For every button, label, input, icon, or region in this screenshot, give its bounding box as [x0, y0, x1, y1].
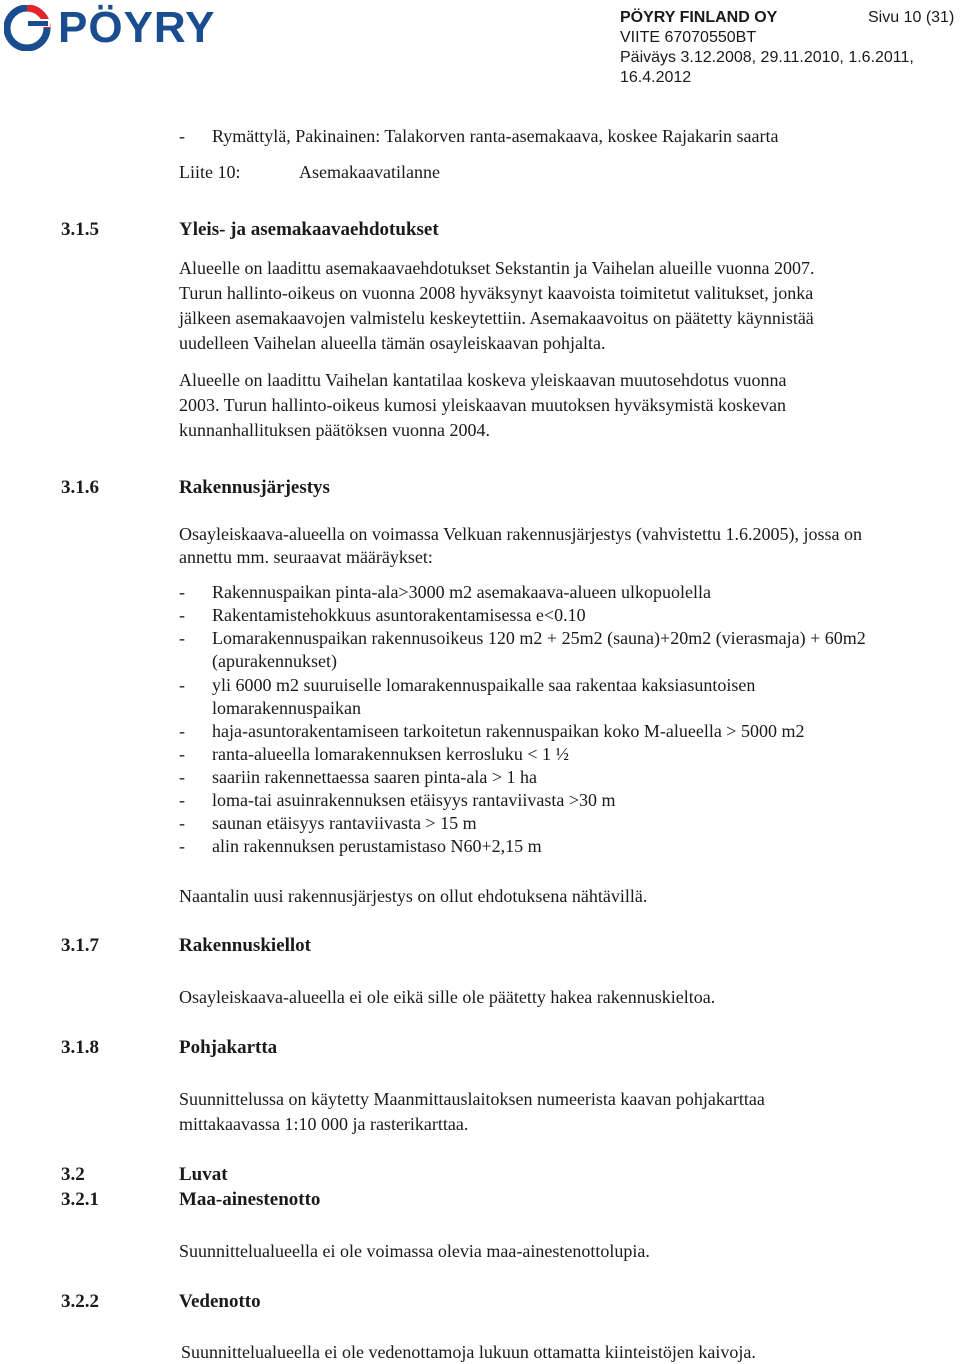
section-number-315: 3.1.5	[61, 219, 99, 240]
s315-p1-line: uudelleen Vaihelan alueella tämän osayleiskaavan pohjalta.	[179, 333, 606, 353]
list-item-dash: -	[179, 767, 185, 787]
s315-p2-line: 2003. Turun hallinto-oikeus kumosi yleiskaavan muutoksen hyväksymistä koskevan	[179, 395, 786, 415]
document-id: VIITE 67070550BT	[620, 29, 757, 46]
list-item-dash: -	[179, 605, 185, 625]
list-item-dash: -	[179, 628, 185, 648]
section-number-317: 3.1.7	[61, 935, 99, 956]
s315-p2-line: kunnanhallituksen päätöksen vuonna 2004.	[179, 420, 490, 440]
s315-p1-line: jälkeen asemakaavojen valmistelu keskeytettiin. Asemakaavoitus on päätetty käynnistää	[179, 308, 814, 328]
company-name: PÖYRY FINLAND OY	[620, 9, 778, 26]
intro-bullet-text: Rymättylä, Pakinainen: Talakorven ranta-asemakaava, koskee Rajakarin saarta	[212, 126, 779, 146]
section-number-316: 3.1.6	[61, 477, 99, 498]
section-title-318: Pohjakartta	[179, 1037, 278, 1058]
logo-text: PÖYRY	[58, 3, 216, 52]
list-item: ranta-alueella lomarakennuksen kerrosluku < 1 ½	[212, 744, 570, 764]
date-line-1: Päiväys 3.12.2008, 29.11.2010, 1.6.2011,	[620, 49, 914, 66]
section-number-318: 3.1.8	[61, 1037, 99, 1058]
s318-text-line: mittakaavassa 1:10 000 ja rasterikarttaa.	[179, 1114, 469, 1134]
list-item: Rakentamistehokkuus asuntorakentamisessa e<0.10	[212, 605, 586, 625]
list-item: alin rakennuksen perustamistaso N60+2,15 m	[212, 836, 542, 856]
section-title-315: Yleis- ja asemakaavaehdotukset	[179, 219, 439, 240]
poyry-logo	[4, 5, 215, 51]
section-title-321: Maa-ainestenotto	[179, 1189, 321, 1210]
section-number-32: 3.2	[61, 1164, 85, 1185]
s322-text: Suunnittelualueella ei ole vedenottamoja lukuun ottamatta kiinteistöjen kaivoja.	[181, 1342, 756, 1362]
list-item-dash: -	[179, 813, 185, 833]
s316-outro: Naantalin uusi rakennusjärjestys on ollut ehdotuksena nähtävillä.	[179, 886, 648, 906]
s318-text-line: Suunnittelussa on käytetty Maanmittauslaitoksen numeerista kaavan pohjakarttaa	[179, 1089, 765, 1109]
s315-p1-line: Turun hallinto-oikeus on vuonna 2008 hyväksynyt kaavoista toimitetut valitukset, jonka	[179, 283, 814, 303]
list-item: Rakennuspaikan pinta-ala>3000 m2 asemakaava-alueen ulkopuolella	[212, 582, 711, 602]
section-number-321: 3.2.1	[61, 1189, 99, 1210]
section-number-322: 3.2.2	[61, 1291, 99, 1312]
list-item: saariin rakennettaessa saaren pinta-ala > 1 ha	[212, 767, 537, 787]
list-item: loma-tai asuinrakennuksen etäisyys rantaviivasta >30 m	[212, 790, 616, 810]
s315-p1-line: Alueelle on laadittu asemakaavaehdotukset Sekstantin ja Vaihelan alueille vuonna 2007.	[179, 258, 815, 278]
section-title-317: Rakennuskiellot	[179, 935, 311, 956]
s315-p2-line: Alueelle on laadittu Vaihelan kantatilaa koskeva yleiskaavan muutosehdotus vuonna	[179, 370, 787, 390]
section-title-322: Vedenotto	[179, 1291, 261, 1312]
s317-text: Osayleiskaava-alueella ei ole eikä sille ole päätetty hakea rakennuskieltoa.	[179, 987, 716, 1007]
list-item: Lomarakennuspaikan rakennusoikeus 120 m2 + 25m2 (sauna)+20m2 (vierasmaja) + 60m2	[212, 628, 866, 648]
date-line-2: 16.4.2012	[620, 69, 692, 86]
intro-bullet-dash: -	[179, 126, 185, 146]
document-header	[620, 8, 960, 88]
section-title-32: Luvat	[179, 1164, 228, 1185]
list-item: haja-asuntorakentamiseen tarkoitetun rakennuspaikan koko M-alueella > 5000 m2	[212, 721, 805, 741]
appendix-label: Liite 10:	[179, 162, 241, 182]
list-item-dash: -	[179, 790, 185, 810]
s321-text: Suunnittelualueella ei ole voimassa olevia maa-ainestenottolupia.	[179, 1241, 650, 1261]
list-item: yli 6000 m2 suuruiselle lomarakennuspaikalle saa rakentaa kaksiasuntoisen	[212, 675, 756, 695]
list-item-continuation: lomarakennuspaikan	[212, 698, 361, 718]
list-item-dash: -	[179, 582, 185, 602]
list-item-dash: -	[179, 836, 185, 856]
poyry-logo-icon	[4, 5, 52, 51]
list-item-dash: -	[179, 744, 185, 764]
page-number: Sivu 10 (31)	[868, 9, 955, 26]
s316-intro-line: annettu mm. seuraavat määräykset:	[179, 547, 433, 567]
list-item: saunan etäisyys rantaviivasta > 15 m	[212, 813, 477, 833]
list-item-continuation: (apurakennukset)	[212, 651, 337, 671]
s316-intro-line: Osayleiskaava-alueella on voimassa Velkuan rakennusjärjestys (vahvistettu 1.6.2005), jossa on	[179, 524, 862, 544]
section-title-316: Rakennusjärjestys	[179, 477, 330, 498]
list-item-dash: -	[179, 675, 185, 695]
list-item-dash: -	[179, 721, 185, 741]
appendix-text: Asemakaavatilanne	[299, 162, 440, 182]
